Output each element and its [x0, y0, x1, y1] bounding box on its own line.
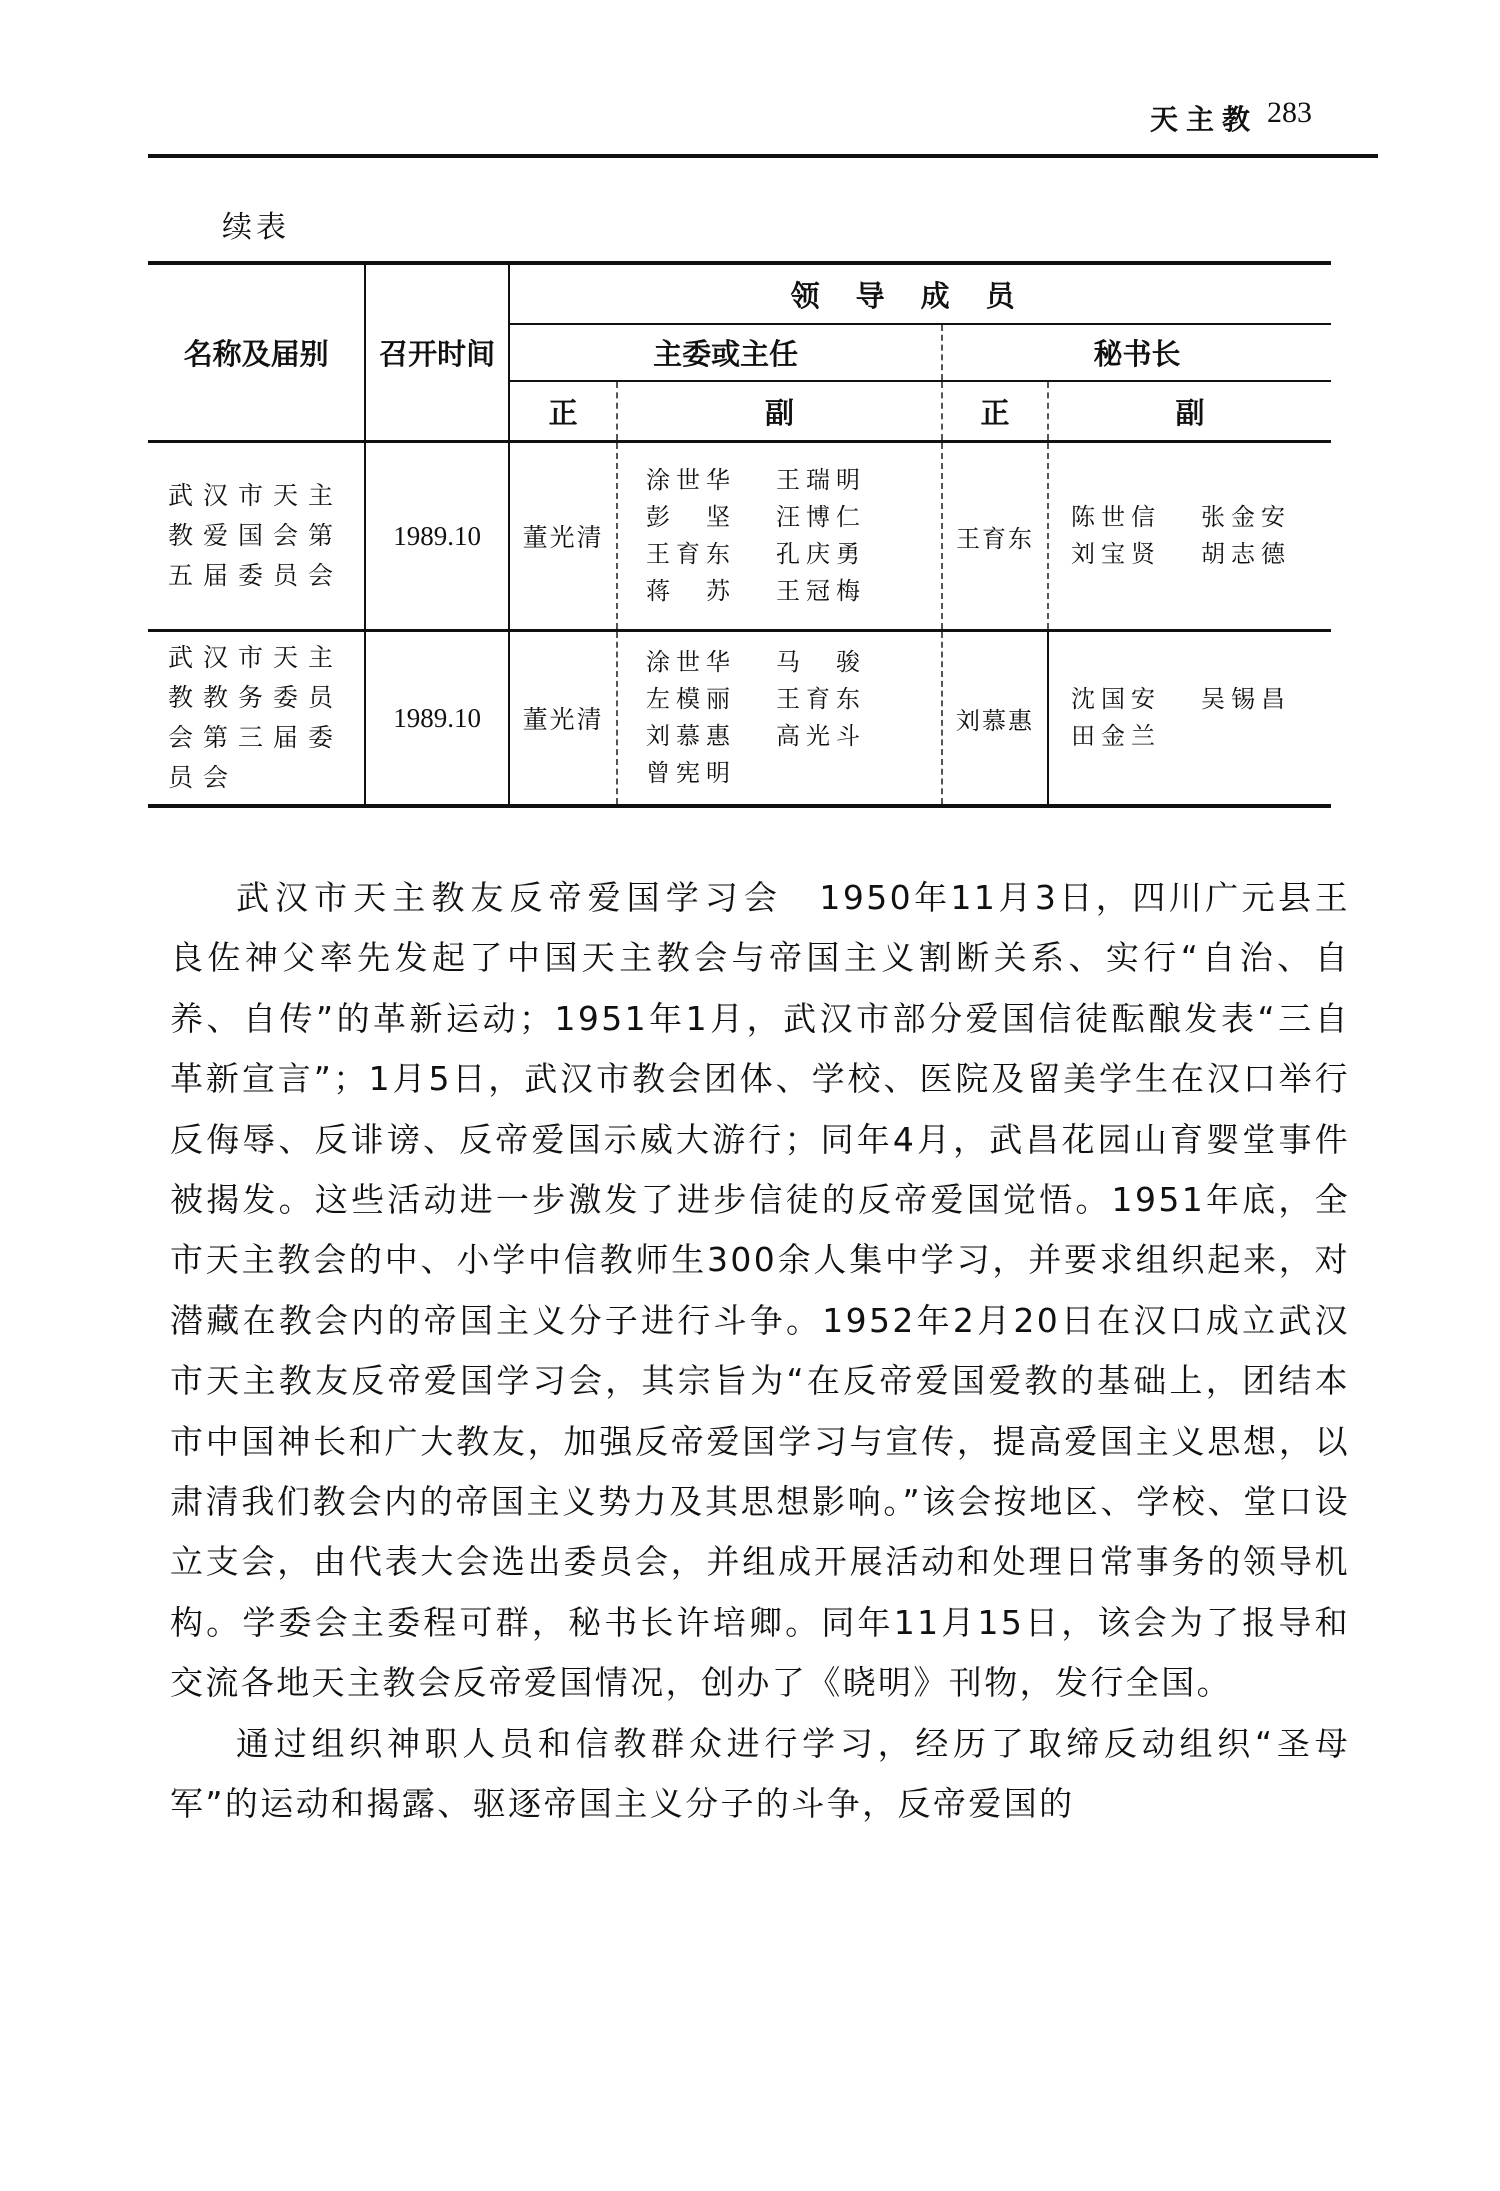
- deputy-name: 刘宝贤: [1071, 540, 1161, 568]
- org-name-line: 员会: [168, 763, 239, 792]
- deputy-name: 陈世信: [1071, 503, 1161, 531]
- deputy-name: 蒋 苏: [645, 577, 736, 605]
- header-name: 名称及届别: [148, 263, 365, 442]
- deputy-name: 吴锡昌: [1201, 685, 1291, 713]
- deputy-name: 沈国安: [1071, 685, 1161, 713]
- page-number: 283: [1267, 96, 1312, 129]
- table-row: [148, 442, 1331, 631]
- section-title: 天主教: [1149, 103, 1258, 136]
- deputy-name: [776, 755, 906, 792]
- continued-table-label: 续表: [222, 210, 290, 245]
- secretary-deputies: [1048, 442, 1331, 631]
- paragraph: [170, 868, 1350, 1714]
- header-chair-deputy: 副: [617, 381, 942, 442]
- deputy-name: 田金兰: [1071, 722, 1161, 750]
- org-name-line: 武汉市天主: [168, 481, 344, 510]
- chair-deputies: [617, 442, 942, 631]
- header-chair: 主委或主任: [509, 324, 942, 381]
- header-rule: [148, 154, 1378, 158]
- header-chair-main: 正: [509, 381, 617, 442]
- header-secretary: 秘书长: [942, 324, 1331, 381]
- deputy-name: 马 骏: [775, 648, 866, 676]
- deputy-name: 涂世华: [645, 648, 736, 676]
- header-time: 召开时间: [365, 263, 509, 442]
- org-name: [148, 442, 365, 631]
- secretary-deputies: [1048, 631, 1331, 807]
- deputy-name: 孔庆勇: [775, 540, 866, 568]
- chair-main: 董光清: [509, 631, 617, 807]
- deputy-name: 王育东: [775, 685, 866, 713]
- deputy-name: 王瑞明: [775, 466, 866, 494]
- header-sec-main: 正: [942, 381, 1048, 442]
- entry-title: 武汉市天主教友反帝爱国学习会: [236, 878, 783, 917]
- chair-main: 董光清: [509, 442, 617, 631]
- org-name: [148, 631, 365, 807]
- deputy-name: 左模丽: [645, 685, 736, 713]
- paragraph: 通过组织神职人员和信教群众进行学习，经历了取缔反动组织“圣母军”的运动和揭露、驱逐帝国主义分子的斗争，反帝爱国的: [170, 1723, 1350, 1824]
- leadership-table: [148, 261, 1331, 808]
- deputy-name: 彭 坚: [645, 503, 736, 531]
- org-name-line: 五届委员会: [168, 561, 344, 590]
- org-name-line: 会第三届委: [168, 723, 344, 752]
- deputy-name: 王冠梅: [775, 577, 866, 605]
- deputy-name: 涂世华: [645, 466, 736, 494]
- org-name-line: 教教务委员: [168, 683, 344, 712]
- chair-deputies: [617, 631, 942, 807]
- secretary-main: 刘慕惠: [942, 631, 1048, 807]
- deputy-name: 张金安: [1201, 503, 1291, 531]
- deputy-name: 胡志德: [1201, 540, 1291, 568]
- table-row: [148, 631, 1331, 807]
- meeting-time: 1989.10: [365, 631, 509, 807]
- org-name-line: 教爱国会第: [168, 521, 344, 550]
- running-header: [148, 92, 1378, 152]
- deputy-name: 高光斗: [775, 722, 866, 750]
- org-name-line: 武汉市天主: [168, 643, 344, 672]
- header-leaders: 领导成员: [509, 263, 1331, 324]
- deputy-name: [1201, 718, 1331, 755]
- secretary-main: 王育东: [942, 442, 1048, 631]
- deputy-name: 王育东: [645, 540, 736, 568]
- header-sec-deputy: 副: [1048, 381, 1331, 442]
- deputy-name: 曾宪明: [645, 759, 736, 787]
- paragraph-text: 1950年11月3日，四川广元县王良佐神父率先发起了中国天主教会与帝国主义割断关系、实行“自治、自养、自传”的革新运动；1951年1月，武汉市部分爱国信徒酝酿发表“三自革新宣言”；1月5日，武汉市教会团体、学校、医院及留美学生在汉口举行反侮辱、反诽谤、反帝爱国示威大游行；同年4月，武昌花园山育婴堂事件被揭发。这些活动进一步激发了进步信徒的反帝爱国觉悟。1951年底，全市天主教会的中、小学中信教师生300余人集中学习，并要求组织起来，对潜藏在教会内的帝国主义分子进行斗争。1952年2月20日在汉口成立武汉市天主教友反帝爱国学习会，其宗旨为“在反帝爱国爱教的基础上，团结本市中国神长和广大教友，加强反帝爱国学习与宣传，提高爱国主义思想，以肃清我们教会内的帝国主义势力及其思想影响。”该会按地区、学校、堂口设立支会，由代表大会选出委员会，并组成开展活动和处理日常事务的领导机构。学委会主委程可群，秘书长许培卿。同年11月15日，该会为了报导和交流各地天主教会反帝爱国情况，创办了《晓明》刊物，发行全国。: [170, 878, 1351, 1703]
- deputy-name: 汪博仁: [775, 503, 866, 531]
- body-text: [170, 868, 1350, 1835]
- meeting-time: 1989.10: [365, 442, 509, 631]
- deputy-name: 刘慕惠: [645, 722, 736, 750]
